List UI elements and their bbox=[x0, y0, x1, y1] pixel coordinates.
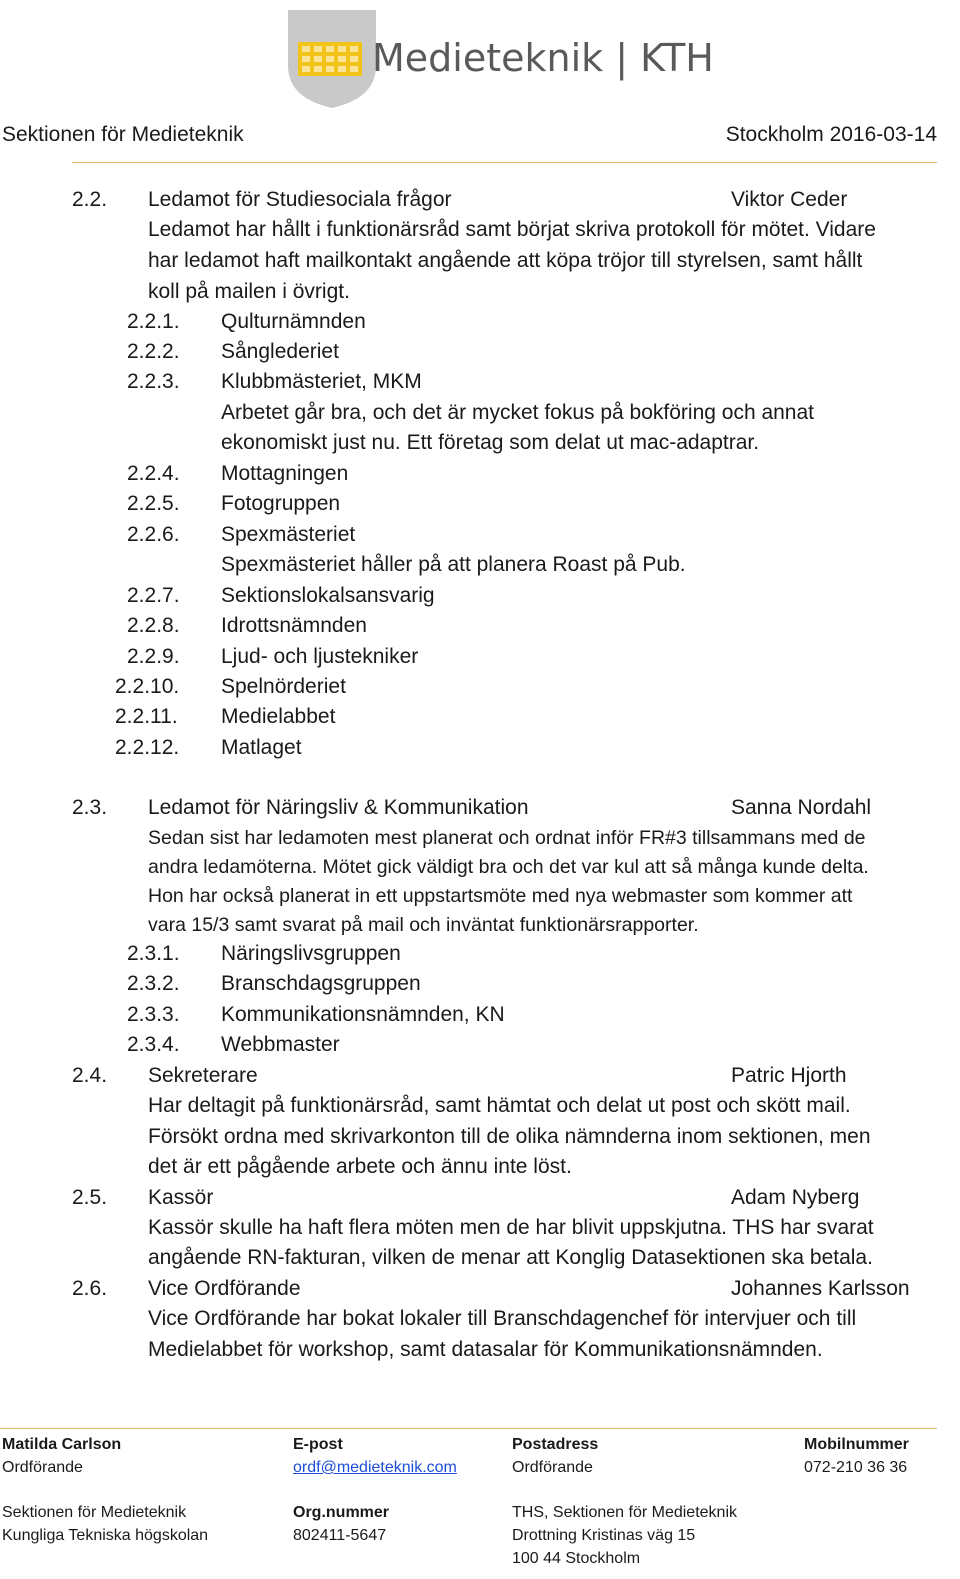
footer-f-email[interactable]: ordf@medieteknik.com bbox=[293, 1459, 457, 1476]
line-s26-p1: Vice Ordförande har bokat lokaler till Branschdagenchef för intervjuer och till bbox=[148, 1307, 857, 1330]
line-s223-num: 2.2.3. bbox=[127, 370, 180, 393]
footer-f-email-label: E-post bbox=[293, 1436, 343, 1453]
logo-emblem-icon bbox=[276, 6, 386, 110]
line-s222-title: Sånglederiet bbox=[221, 340, 339, 363]
line-s22-p3: koll på mailen i övrigt. bbox=[148, 280, 350, 303]
line-s229-title: Ljud- och ljustekniker bbox=[221, 645, 419, 668]
line-s226-num: 2.2.6. bbox=[127, 523, 180, 546]
footer-f-mobile-label: Mobilnummer bbox=[804, 1436, 909, 1453]
line-s2211-title: Medielabbet bbox=[221, 705, 336, 728]
line-s24-p2: Försökt ordna med skrivarkonton till de olika nämnderna inom sektionen, men bbox=[148, 1125, 871, 1148]
line-s22-p2: har ledamot haft mailkontakt angående att köpa tröjor till styrelsen, samt hållt bbox=[148, 249, 863, 272]
line-s23-p2: andra ledamöterna. Mötet gick väldigt bra och det var kul att så många kunde delta. bbox=[148, 856, 869, 878]
line-s24-person: Patric Hjorth bbox=[731, 1064, 847, 1087]
footer-f-role: Ordförande bbox=[2, 1459, 83, 1476]
line-s231-title: Näringslivsgruppen bbox=[221, 942, 401, 965]
line-s24-p1: Har deltagit på funktionärsråd, samt hämtat och delat ut post och skött mail. bbox=[148, 1094, 851, 1117]
header-divider bbox=[72, 162, 937, 163]
line-s23-person: Sanna Nordahl bbox=[731, 796, 872, 819]
line-s2210-title: Spelnörderiet bbox=[221, 675, 346, 698]
line-s232-num: 2.3.2. bbox=[127, 972, 180, 995]
line-s25-person: Adam Nyberg bbox=[731, 1186, 860, 1209]
line-s2212-title: Matlaget bbox=[221, 736, 302, 759]
line-s228-title: Idrottsnämnden bbox=[221, 614, 367, 637]
line-s221-num: 2.2.1. bbox=[127, 310, 180, 333]
line-s223-title: Klubbmästeriet, MKM bbox=[221, 370, 422, 393]
footer-f-name: Matilda Carlson bbox=[2, 1436, 122, 1453]
line-s24-title: Sekreterare bbox=[148, 1064, 258, 1087]
line-s22-person: Viktor Ceder bbox=[731, 188, 848, 211]
line-s224-title: Mottagningen bbox=[221, 462, 349, 485]
footer-f-addr1: THS, Sektionen för Medieteknik bbox=[512, 1504, 737, 1521]
line-s23-title: Ledamot för Näringsliv & Kommunikation bbox=[148, 796, 529, 819]
line-s228-num: 2.2.8. bbox=[127, 614, 180, 637]
line-s26-person: Johannes Karlsson bbox=[731, 1277, 910, 1300]
line-s24-num: 2.4. bbox=[72, 1064, 108, 1087]
line-s231-num: 2.3.1. bbox=[127, 942, 180, 965]
line-s224-num: 2.2.4. bbox=[127, 462, 180, 485]
line-s233-title: Kommunikationsnämnden, KN bbox=[221, 1003, 505, 1026]
line-s22-p1: Ledamot har hållt i funktionärsråd samt börjat skriva protokoll för mötet. Vidare bbox=[148, 218, 876, 241]
line-s22-num: 2.2. bbox=[72, 188, 108, 211]
line-s226-title: Spexmästeriet bbox=[221, 523, 356, 546]
footer-f-org: 802411-5647 bbox=[293, 1527, 387, 1544]
line-s223-p2: ekonomiskt just nu. Ett företag som delat ut mac-adaptrar. bbox=[221, 431, 760, 454]
line-s2211-num: 2.2.11. bbox=[115, 705, 178, 728]
footer-f-addr3: 100 44 Stockholm bbox=[512, 1550, 641, 1567]
line-s234-title: Webbmaster bbox=[221, 1033, 340, 1056]
line-s22-title: Ledamot för Studiesociala frågor bbox=[148, 188, 452, 211]
line-s223-p1: Arbetet går bra, och det är mycket fokus på bokföring och annat bbox=[221, 401, 815, 424]
footer-f-post-role: Ordförande bbox=[512, 1459, 593, 1476]
line-s23-num: 2.3. bbox=[72, 796, 108, 819]
footer-f-kth: Kungliga Tekniska högskolan bbox=[2, 1527, 209, 1544]
line-s26-p2: Medielabbet för workshop, samt datasalar för Kommunikationsnämnden. bbox=[148, 1338, 823, 1361]
line-s25-num: 2.5. bbox=[72, 1186, 108, 1209]
line-s25-p1: Kassör skulle ha haft flera möten men de har blivit uppskjutna. THS har svarat bbox=[148, 1216, 874, 1239]
line-s2212-num: 2.2.12. bbox=[115, 736, 180, 759]
line-s227-num: 2.2.7. bbox=[127, 584, 180, 607]
footer-f-org-label: Org.nummer bbox=[293, 1504, 390, 1521]
line-s227-title: Sektionslokalsansvarig bbox=[221, 584, 435, 607]
footer-f-post-label: Postadress bbox=[512, 1436, 599, 1453]
line-s24-p3: det är ett pågående arbete och ännu inte löst. bbox=[148, 1155, 572, 1178]
line-s229-num: 2.2.9. bbox=[127, 645, 180, 668]
line-s2210-num: 2.2.10. bbox=[115, 675, 180, 698]
line-s25-title: Kassör bbox=[148, 1186, 214, 1209]
logo-text: Medieteknik | KTH bbox=[372, 36, 714, 80]
line-s23-p1: Sedan sist har ledamoten mest planerat och ordnat inför FR#3 tillsammans med de bbox=[148, 827, 866, 849]
footer-f-mobile: 072-210 36 36 bbox=[804, 1459, 908, 1476]
medieteknik-logo bbox=[276, 6, 714, 110]
line-s225-num: 2.2.5. bbox=[127, 492, 180, 515]
line-s23-p4: vara 15/3 samt svarat på mail och inväntat funktionärsrapporter. bbox=[148, 914, 699, 936]
line-s233-num: 2.3.3. bbox=[127, 1003, 180, 1026]
footer-divider bbox=[0, 1428, 937, 1429]
line-s25-p2: angående RN-fakturan, vilken de menar att Konglig Datasektionen ska betala. bbox=[148, 1246, 873, 1269]
line-s225-title: Fotogruppen bbox=[221, 492, 341, 515]
line-s26-num: 2.6. bbox=[72, 1277, 108, 1300]
line-s234-num: 2.3.4. bbox=[127, 1033, 180, 1056]
footer-f-addr2: Drottning Kristinas väg 15 bbox=[512, 1527, 696, 1544]
line-s26-title: Vice Ordförande bbox=[148, 1277, 301, 1300]
line-s226-p1: Spexmästeriet håller på att planera Roast på Pub. bbox=[221, 553, 686, 576]
header-place-date: Stockholm 2016-03-14 bbox=[725, 123, 937, 146]
footer-f-sect: Sektionen för Medieteknik bbox=[2, 1504, 187, 1521]
line-s23-p3: Hon har också planerat in ett uppstartsmöte med nya webmaster som kommer att bbox=[148, 885, 853, 907]
header-org: Sektionen för Medieteknik bbox=[2, 123, 244, 146]
line-s222-num: 2.2.2. bbox=[127, 340, 180, 363]
line-s221-title: Qulturnämnden bbox=[221, 310, 366, 333]
line-s232-title: Branschdagsgruppen bbox=[221, 972, 421, 995]
